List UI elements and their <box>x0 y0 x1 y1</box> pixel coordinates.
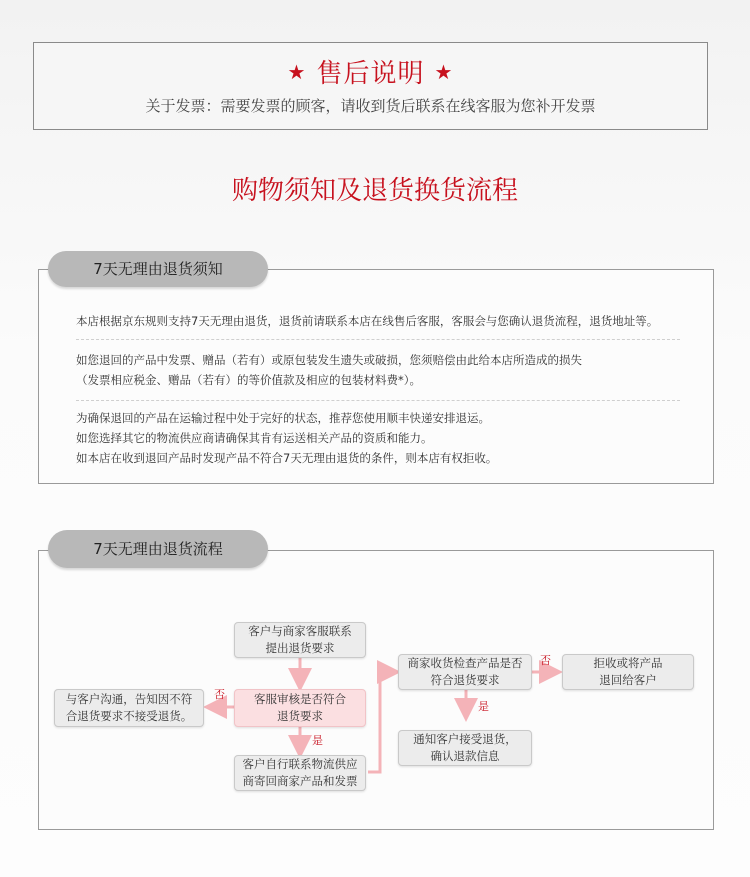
flow-text: 商家收货检查产品是否 <box>407 656 523 670</box>
flow-text: 退货要求 <box>277 709 323 723</box>
flow-text: 提出退货要求 <box>265 641 335 655</box>
flow-text: 商寄回商家产品和发票 <box>242 774 358 788</box>
policy-text: 如本店在收到退回产品时发现产品不符合7天无理由退货的条件，则本店有权拒收。 <box>76 451 498 465</box>
flow-text: 确认退款信息 <box>430 749 500 763</box>
flow-text: 客户自行联系物流供应 <box>242 757 358 771</box>
flow-label-yes: 是 <box>478 700 489 713</box>
flow-step-review <box>234 689 366 727</box>
policy-text: 如您退回的产品中发票、赠品（若有）或原包装发生遗失或破损，您须赔偿由此给本店所造成的损失 <box>76 353 582 367</box>
flow-step-refund <box>398 730 532 766</box>
flow-text: 合退货要求不接受退货。 <box>65 709 193 723</box>
star-icon: ★ <box>434 60 454 84</box>
flow-step-reject-return <box>562 654 694 690</box>
policy-text: 本店根据京东规则支持7天无理由退货，退货前请联系本店在线售后客服，客服会与您确认退货流程，退货地址等。 <box>76 314 659 328</box>
page-title: 购物须知及退货换货流程 <box>231 176 518 206</box>
flow-text: 通知客户接受退货， <box>413 732 517 746</box>
flow-step-ship-back <box>234 755 366 791</box>
return-policy-heading: 7天无理由退货须知 <box>48 251 268 287</box>
notice-subtitle: 关于发票：需要发票的顾客，请收到货后联系在线客服为您补开发票 <box>145 97 596 115</box>
flow-step-reject-customer <box>54 689 204 727</box>
flow-label-no: 否 <box>540 654 551 667</box>
flow-text: 符合退货要求 <box>430 673 500 687</box>
return-flow-heading: 7天无理由退货流程 <box>48 530 268 568</box>
flow-text: 与客户沟通，告知因不符 <box>65 692 193 706</box>
star-icon: ★ <box>287 60 307 84</box>
policy-text: （发票相应税金、赠品（若有）的等价值款及相应的包装材料费*）。 <box>76 373 421 387</box>
flow-text: 客服审核是否符合 <box>254 692 346 706</box>
flow-label-yes: 是 <box>312 734 323 747</box>
flow-text: 客户与商家客服联系 <box>248 624 352 638</box>
notice-title-text: 售后说明 <box>316 59 425 89</box>
flow-step-inspect <box>398 654 532 690</box>
policy-text: 为确保退回的产品在运输过程中处于完好的状态，推荐您使用顺丰快递安排退运。 <box>76 411 490 425</box>
flow-text: 退回给客户 <box>599 673 657 687</box>
flow-label-no: 否 <box>214 688 225 701</box>
flow-text: 拒收或将产品 <box>593 656 663 670</box>
policy-text: 如您选择其它的物流供应商请确保其肯有运送相关产品的资质和能力。 <box>76 431 433 445</box>
flow-step-contact <box>234 622 366 658</box>
arrow-elbow <box>368 672 392 772</box>
